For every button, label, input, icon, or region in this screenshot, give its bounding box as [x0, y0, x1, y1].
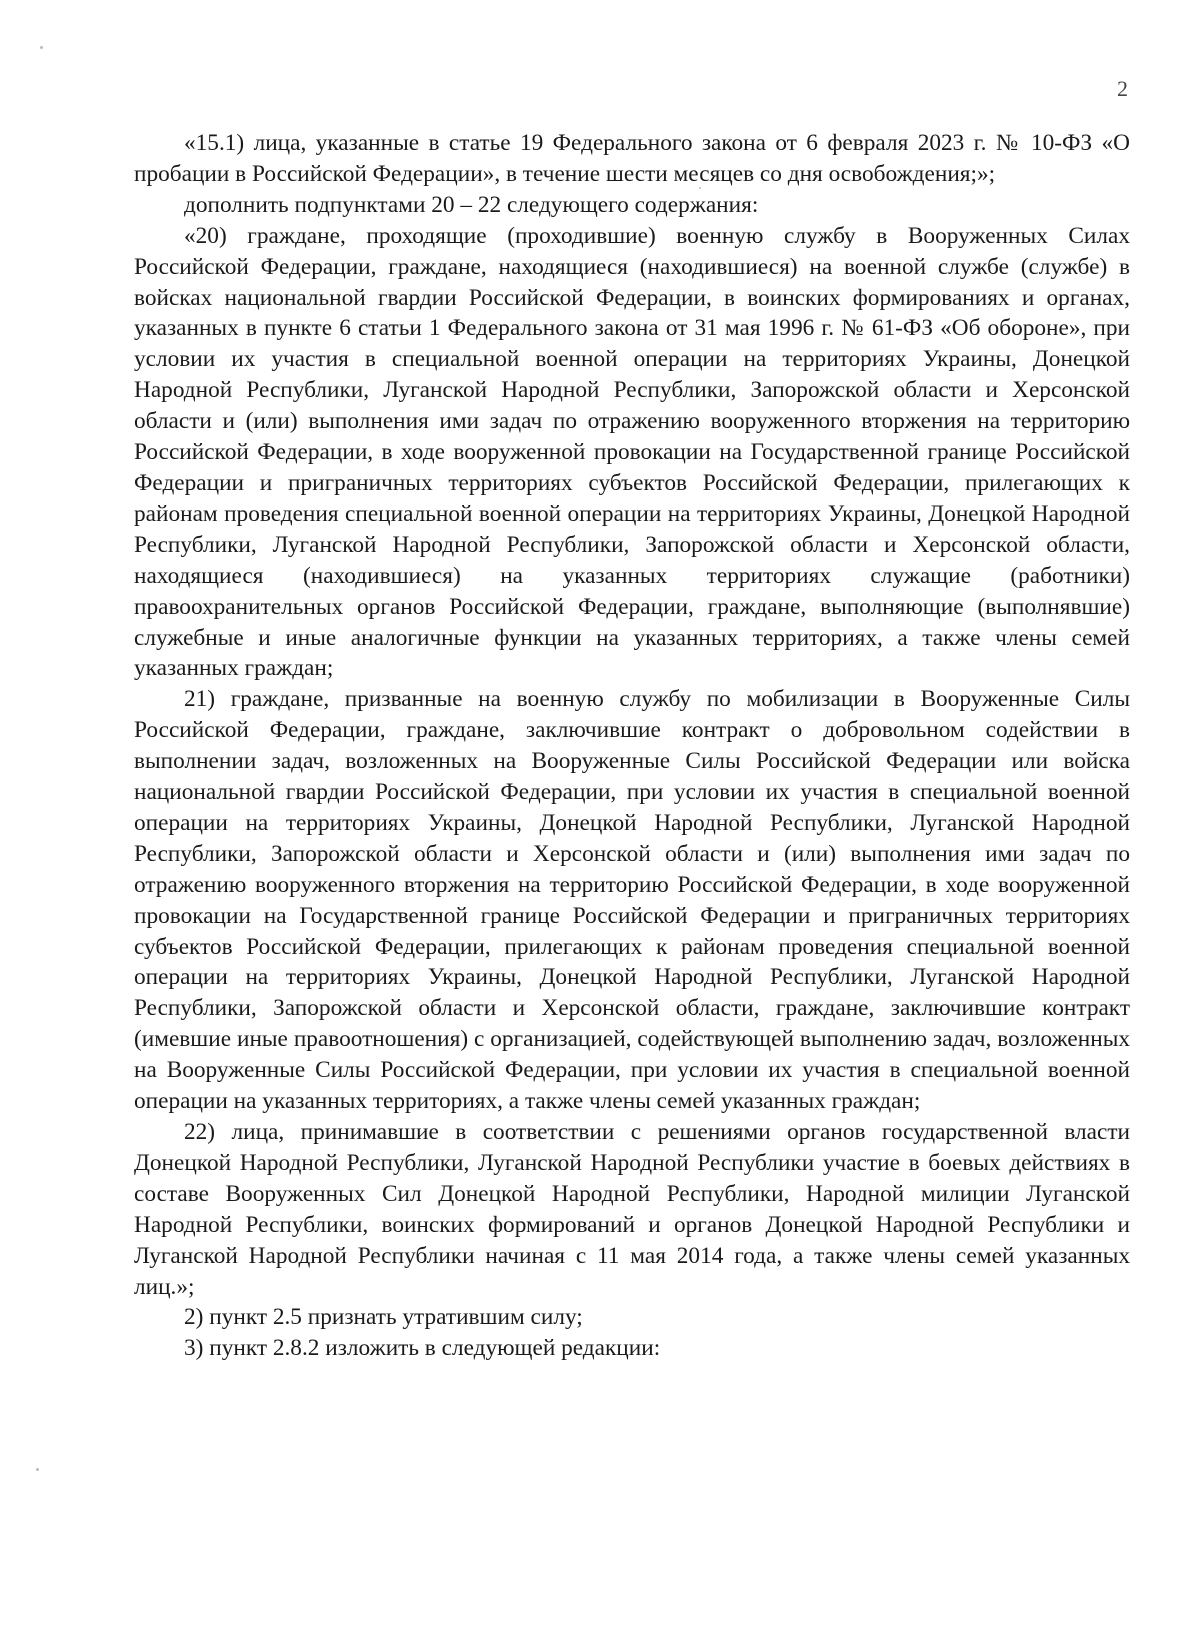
paragraph-subitem-22: 22) лица, принимавшие в соответствии с решениями органов государственной власти Донецкой Народной Республики, Луганской Народной Республики участие в боевых действиях в составе Вооруженных Сил Донецкой Народной Республики, Народной милиции Луганской Народной Республики, воинских формирований и органов Донецкой Народной Республики и Луганской Народной Республики начиная с 11 мая 2014 года, а также члены семей указанных лиц.»;: [134, 1119, 1130, 1300]
paragraph-item-3: 3) пункт 2.8.2 изложить в следующей редакции:: [184, 1335, 661, 1362]
paragraph-item-2: 2) пункт 2.5 признать утратившим силу;: [184, 1304, 583, 1331]
scan-speck: [40, 46, 43, 49]
page-number: 2: [1117, 76, 1128, 101]
document-body: [134, 128, 1130, 1364]
scan-speck: [36, 1468, 39, 1471]
paragraph-subitem-20: «20) граждане, проходящие (проходившие) военную службу в Вооруженных Силах Российской Федерации, граждане, находящиеся (находившиеся) на военной службе (службе) в войсках национальной гвардии Российской Федерации, в воинских формированиях и органах, указанных в пункте 6 статьи 1 Федерального закона от 31 мая 1996 г. № 61-ФЗ «Об обороне», при условии их участия в специальной военной операции на территориях Украины, Донецкой Народной Республики, Луганской Народной Республики, Запорожской области и Херсонской области и (или) выполнения ими задач по отражению вооруженного вторжения на территорию Российской Федерации, в ходе вооруженной провокации на Государственной границе Российской Федерации и приграничных территориях субъектов Российской Федерации, прилегающих к районам проведения специальной военной операции на территориях Украины, Донецкой Народной Республики, Луганской Народной Республики, Запорожской области и Херсонской области, находящиеся (находившиеся) на указанных территориях служащие (работники) правоохранительных органов Российской Федерации, граждане, выполняющие (выполнявшие) служебные и иные аналогичные функции на указанных территориях, а также члены семей указанных граждан;: [134, 222, 1130, 682]
paragraph-amendment-intro: дополнить подпунктами 20 – 22 следующего содержания:: [184, 191, 759, 218]
paragraph-subitem-21: 21) граждане, призванные на военную службу по мобилизации в Вооруженные Силы Российской Федерации, граждане, заключившие контракт о добровольном содействии в выполнении задач, возложенных на Вооруженные Силы Российской Федерации или войска национальной гвардии Российской Федерации, при условии их участия в специальной военной операции на территориях Украины, Донецкой Народной Республики, Луганской Народной Республики, Запорожской области и Херсонской области и (или) выполнения ими задач по отражению вооруженного вторжения на территорию Российской Федерации, в ходе вооруженной провокации на Государственной границе Российской Федерации и приграничных территориях субъектов Российской Федерации, прилегающих к районам проведения специальной военной операции на территориях Украины, Донецкой Народной Республики, Луганской Народной Республики, Запорожской области и Херсонской области, граждане, заключившие контракт (имевшие иные правоотношения) с организацией, содействующей выполнению задач, возложенных на Вооруженные Силы Российской Федерации, при условии их участия в специальной военной операции на указанных территориях, а также члены семей указанных граждан;: [134, 686, 1130, 1115]
scan-speck: [699, 187, 701, 189]
paragraph-15-1: «15.1) лица, указанные в статье 19 Федерального закона от 6 февраля 2023 г. № 10-ФЗ «О пробации в Российской Федерации», в течение шести месяцев со дня освобождения;»;: [134, 130, 1130, 187]
